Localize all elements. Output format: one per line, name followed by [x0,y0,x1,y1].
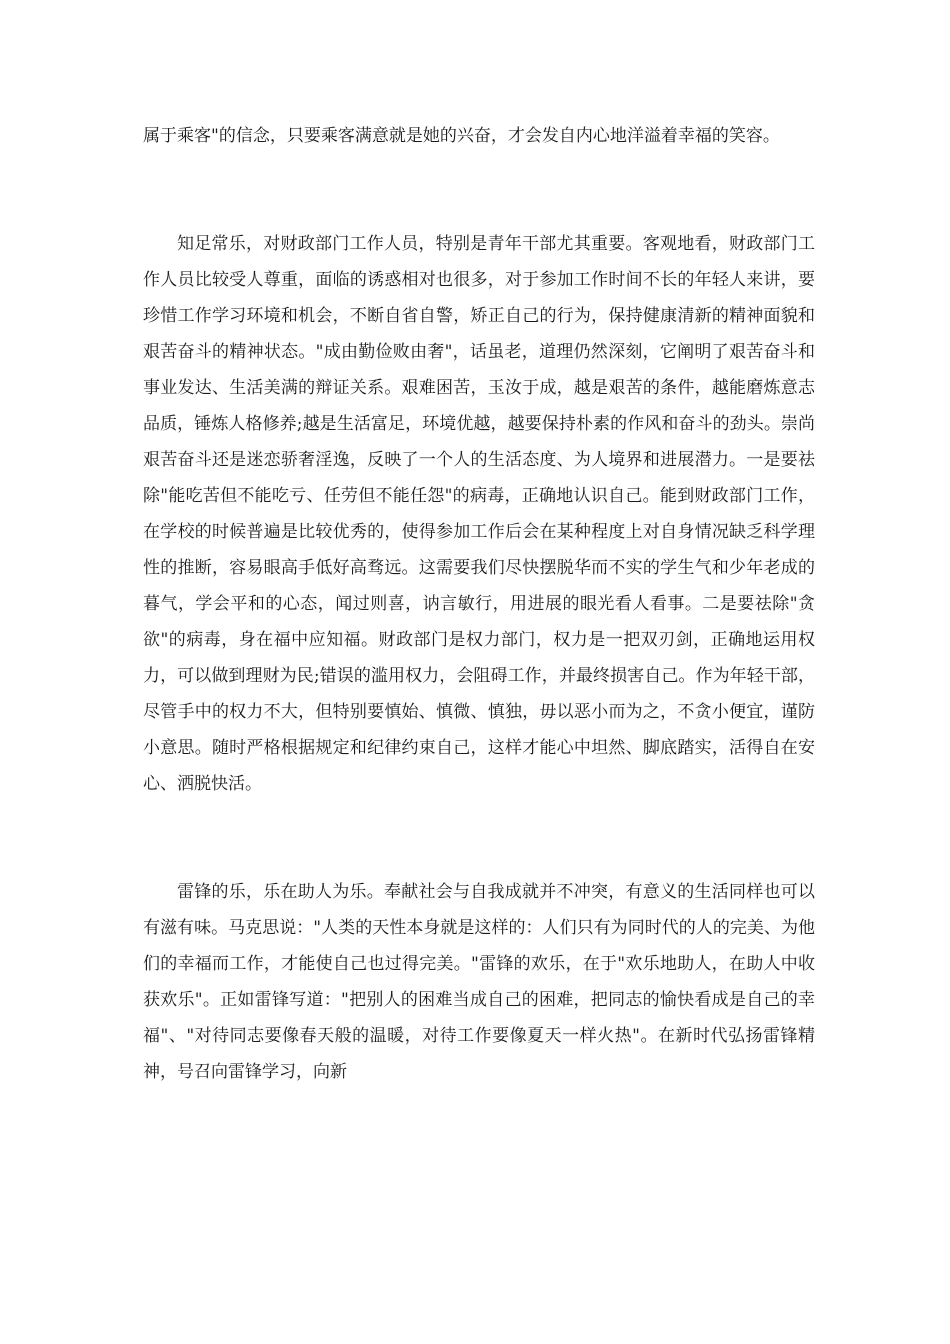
paragraph-spacer [143,154,815,226]
paragraph-continuation: 属于乘客"的信念，只要乘客满意就是她的兴奋，才会发自内心地洋溢着幸福的笑容。 [143,126,780,146]
paragraph-contentment: 知足常乐，对财政部门工作人员，特别是青年干部尤其重要。客观地看，财政部门工作人员比较受人尊重，面临的诱惑相对也很多，对于参加工作时间不长的年轻人来讲，要珍惜工作学习环境和机会，不断自省自警，矫正自己的行为，保持健康清新的精神面貌和艰苦奋斗的精神状态。"成由勤俭败由奢"，话虽老，道理仍然深刻，它阐明了艰苦奋斗和事业发达、生活美满的辩证关系。艰难困苦，玉汝于成，越是艰苦的条件，越能磨炼意志品质，锤炼人格修养;越是生活富足，环境优越，越要保持朴素的作风和奋斗的劲头。崇尚艰苦奋斗还是迷恋骄奢淫逸，反映了一个人的生活态度、为人境界和进展潜力。一是要祛除"能吃苦但不能吃亏、任劳但不能任怨"的病毒，正确地认识自己。能到财政部门工作，在学校的时候普遍是比较优秀的，使得参加工作后会在某种程度上对自身情况缺乏科学理性的推断，容易眼高手低好高骛远。这需要我们尽快摆脱华而不实的学生气和少年老成的暮气，学会平和的心态，闻过则喜，讷言敏行，用进展的眼光看人看事。二是要祛除"贪欲"的病毒，身在福中应知福。财政部门是权力部门，权力是一把双刃剑，正确地运用权力，可以做到理财为民;错误的滥用权力，会阻碍工作，并最终损害自己。作为年轻干部，尽管手中的权力不大，但特别要慎始、慎微、慎独，毋以恶小而为之，不贪小便宜，谨防小意思。随时严格根据规定和纪律约束自己，这样才能心中坦然、脚底踏实，活得自在安心、洒脱快活。 [143,234,815,794]
document-page [143,118,815,1090]
paragraph-spacer [143,802,815,874]
paragraph-lei-feng: 雷锋的乐，乐在助人为乐。奉献社会与自我成就并不冲突，有意义的生活同样也可以有滋有味。马克思说："人类的天性本身就是这样的：人们只有为同时代的人的完美、为他们的幸福而工作，才能使自己也过得完美。"雷锋的欢乐，在于"欢乐地助人，在助人中收获欢乐"。正如雷锋写道："把别人的困难当成自己的困难，把同志的愉快看成是自己的幸福"、"对待同志要像春天般的温暖，对待工作要像夏天一样火热"。在新时代弘扬雷锋精神，号召向雷锋学习，向新 [143,882,815,1082]
